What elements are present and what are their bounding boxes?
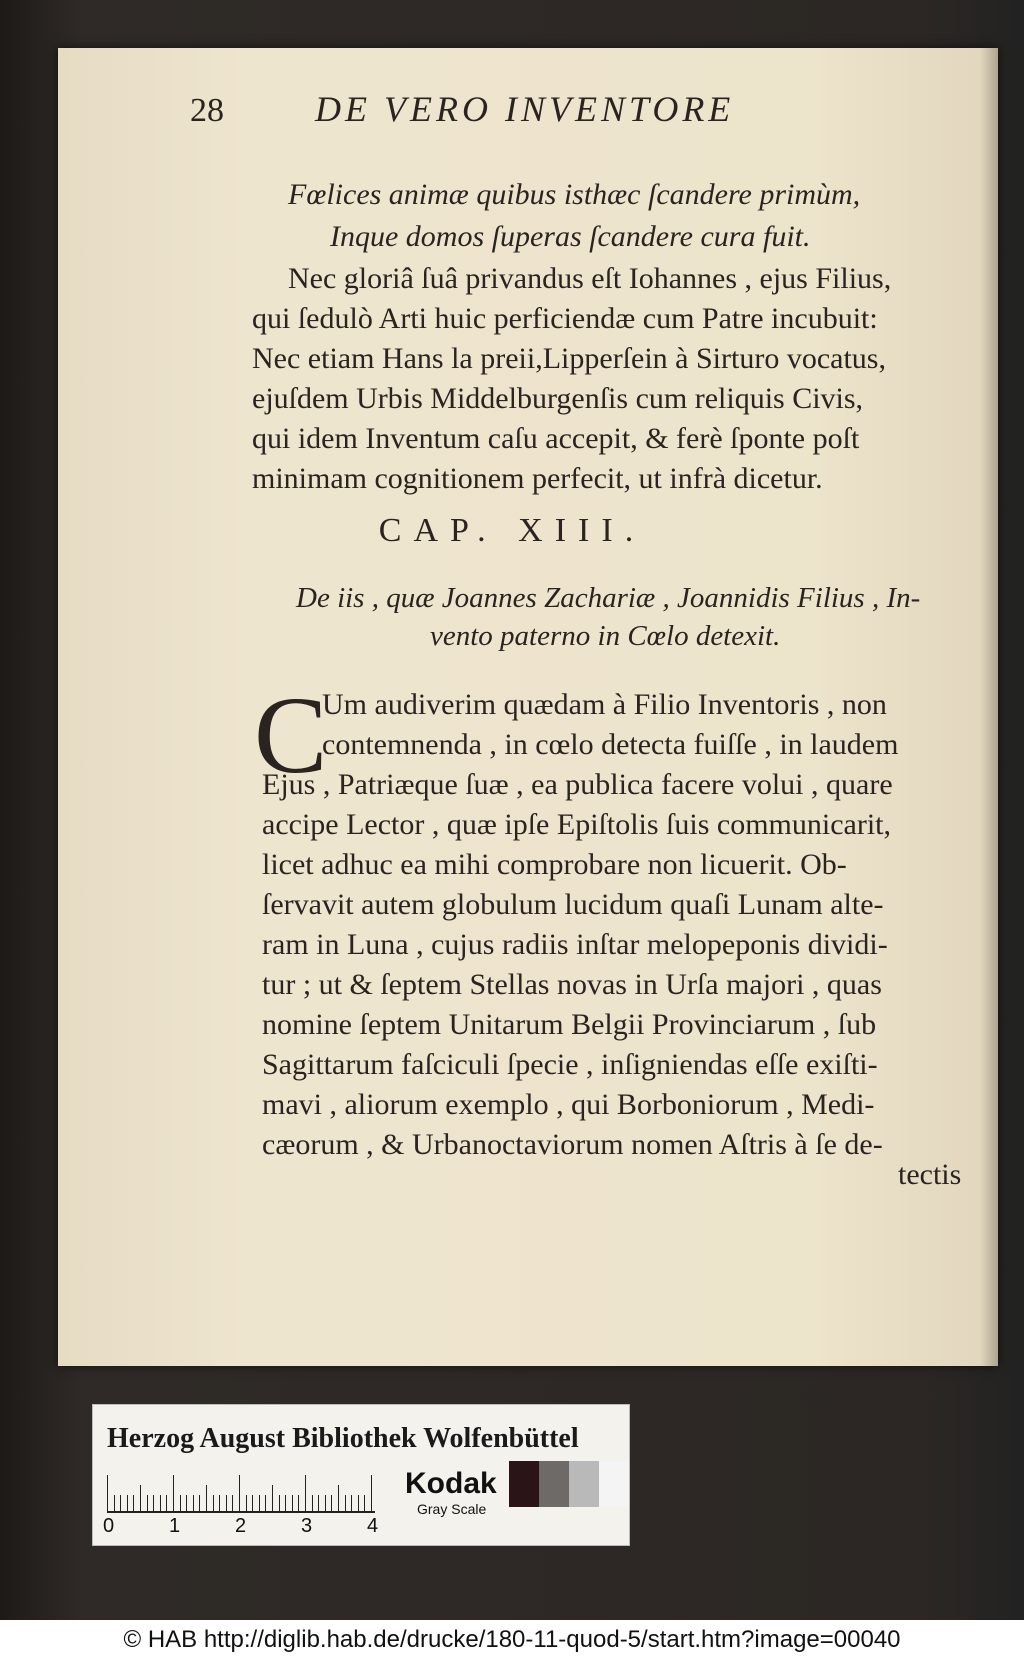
ruler-tick <box>186 1495 187 1511</box>
ruler-tick <box>259 1495 260 1511</box>
running-title: DE VERO INVENTORE <box>315 89 735 129</box>
ruler-tick <box>173 1475 174 1511</box>
body-line: licet adhuc ea mihi comprobare non licuerit. Ob- <box>262 848 847 881</box>
body-line: ram in Luna , cujus radiis inſtar melopeponis dividi- <box>262 928 888 961</box>
chapter-heading: CAP. XIII. <box>378 512 646 549</box>
ruler-tick <box>153 1495 154 1511</box>
drop-cap: C <box>254 674 328 796</box>
ruler-label: 3 <box>301 1515 313 1537</box>
ruler-tick <box>364 1495 365 1511</box>
body-line: mavi , aliorum exemplo , qui Borboniorum , Medi- <box>262 1088 875 1121</box>
ruler-tick <box>371 1475 372 1511</box>
ruler-tick <box>160 1495 161 1511</box>
ruler-tick <box>265 1495 266 1511</box>
ruler-tick <box>114 1495 115 1511</box>
ruler-tick <box>325 1495 326 1511</box>
ruler-tick <box>298 1495 299 1511</box>
body-line: Ejus , Patriæque ſuæ , ea publica facere volui , quare <box>262 768 893 801</box>
ruler-tick <box>279 1495 280 1511</box>
ruler-tick <box>338 1485 339 1511</box>
ruler-tick <box>318 1495 319 1511</box>
body-line: Sagittarum faſciculi ſpecie , inſigniendas eſſe exiſti- <box>262 1048 878 1081</box>
body-line: contemnenda , in cœlo detecta fuiſſe , in laudem <box>322 728 899 761</box>
library-name: Herzog August Bibliothek Wolfenbüttel <box>107 1423 579 1454</box>
ruler-tick <box>219 1495 220 1511</box>
verse-line: Inque domos ſuperas ſcandere cura fuit. <box>330 220 811 253</box>
ruler-tick <box>305 1475 306 1511</box>
ruler-tick <box>246 1495 247 1511</box>
ruler-tick <box>226 1495 227 1511</box>
ruler-label: 1 <box>169 1515 181 1537</box>
ruler-tick <box>140 1485 141 1511</box>
ruler-tick <box>193 1495 194 1511</box>
paragraph-line: Nec gloriâ ſuâ privandus eſt Iohannes , ejus Filius, <box>288 262 892 295</box>
page-number: 28 <box>190 92 224 129</box>
gray-scale-swatches <box>509 1461 629 1507</box>
chapter-subtitle: De iis , quæ Joannes Zachariæ , Joannidis Filius , In- <box>296 582 921 614</box>
ruler-tick <box>232 1495 233 1511</box>
ruler-tick <box>351 1495 352 1511</box>
paragraph-line: ejuſdem Urbis Middelburgenſis cum reliquis Civis, <box>252 382 864 415</box>
verse-line: Fœlices animæ quibus isthæc ſcandere primùm, <box>288 178 861 211</box>
paragraph-line: minimam cognitionem perfecit, ut infrà dicetur. <box>252 462 823 495</box>
ruler-tick <box>331 1495 332 1511</box>
ruler-tick <box>127 1495 128 1511</box>
ruler-label: 4 <box>367 1515 379 1537</box>
ruler-label: 2 <box>235 1515 247 1537</box>
ruler-scale <box>107 1471 375 1513</box>
ruler-tick <box>239 1475 240 1511</box>
swatch <box>539 1461 569 1507</box>
ruler-tick <box>252 1495 253 1511</box>
ruler-tick <box>285 1495 286 1511</box>
chapter-subtitle: vento paterno in Cœlo detexit. <box>430 620 781 652</box>
ruler-tick <box>120 1495 121 1511</box>
paragraph-line: qui idem Inventum caſu accepit, & ferè ſponte poſt <box>252 422 860 455</box>
ruler-tick <box>213 1495 214 1511</box>
ruler-tick <box>199 1495 200 1511</box>
ruler-tick <box>292 1495 293 1511</box>
ruler-tick <box>206 1485 207 1511</box>
swatch <box>509 1461 539 1507</box>
body-line: Um audiverim quædam à Filio Inventoris , non <box>322 688 887 721</box>
paragraph-line: Nec etiam Hans la preii,Lipperſein à Sirturo vocatus, <box>252 342 886 375</box>
ruler-tick <box>358 1495 359 1511</box>
ruler-tick <box>345 1495 346 1511</box>
kodak-subtitle: Gray Scale <box>417 1501 487 1517</box>
swatch <box>569 1461 599 1507</box>
paragraph-line: qui ſedulò Arti huic perficiendæ cum Patre incubuit: <box>252 302 878 335</box>
page-header <box>190 88 870 148</box>
body-line: nomine ſeptem Unitarum Belgii Provinciarum , ſub <box>262 1008 877 1041</box>
swatch <box>599 1461 629 1507</box>
ruler-tick <box>107 1475 108 1511</box>
copyright-footer: © HAB http://diglib.hab.de/drucke/180-11-quod-5/start.htm?image=00040 <box>0 1620 1024 1660</box>
ruler-tick <box>272 1485 273 1511</box>
ruler-tick <box>147 1495 148 1511</box>
body-line: cæorum , & Urbanoctaviorum nomen Aſtris à ſe de- <box>262 1128 883 1161</box>
ruler-tick <box>312 1495 313 1511</box>
library-color-card <box>92 1404 630 1546</box>
body-line: tur ; ut & ſeptem Stellas novas in Urſa majori , quas <box>262 968 882 1001</box>
ruler-tick <box>180 1495 181 1511</box>
catchword: tectis <box>898 1158 962 1191</box>
body-line: ſervavit autem globulum lucidum quaſi Lunam alte- <box>262 888 884 921</box>
ruler-label: 0 <box>103 1515 115 1537</box>
kodak-logo: Kodak <box>405 1467 497 1500</box>
body-line: accipe Lector , quæ ipſe Epiſtolis ſuis communicarit, <box>262 808 892 841</box>
ruler-tick <box>133 1495 134 1511</box>
ruler-tick <box>166 1495 167 1511</box>
